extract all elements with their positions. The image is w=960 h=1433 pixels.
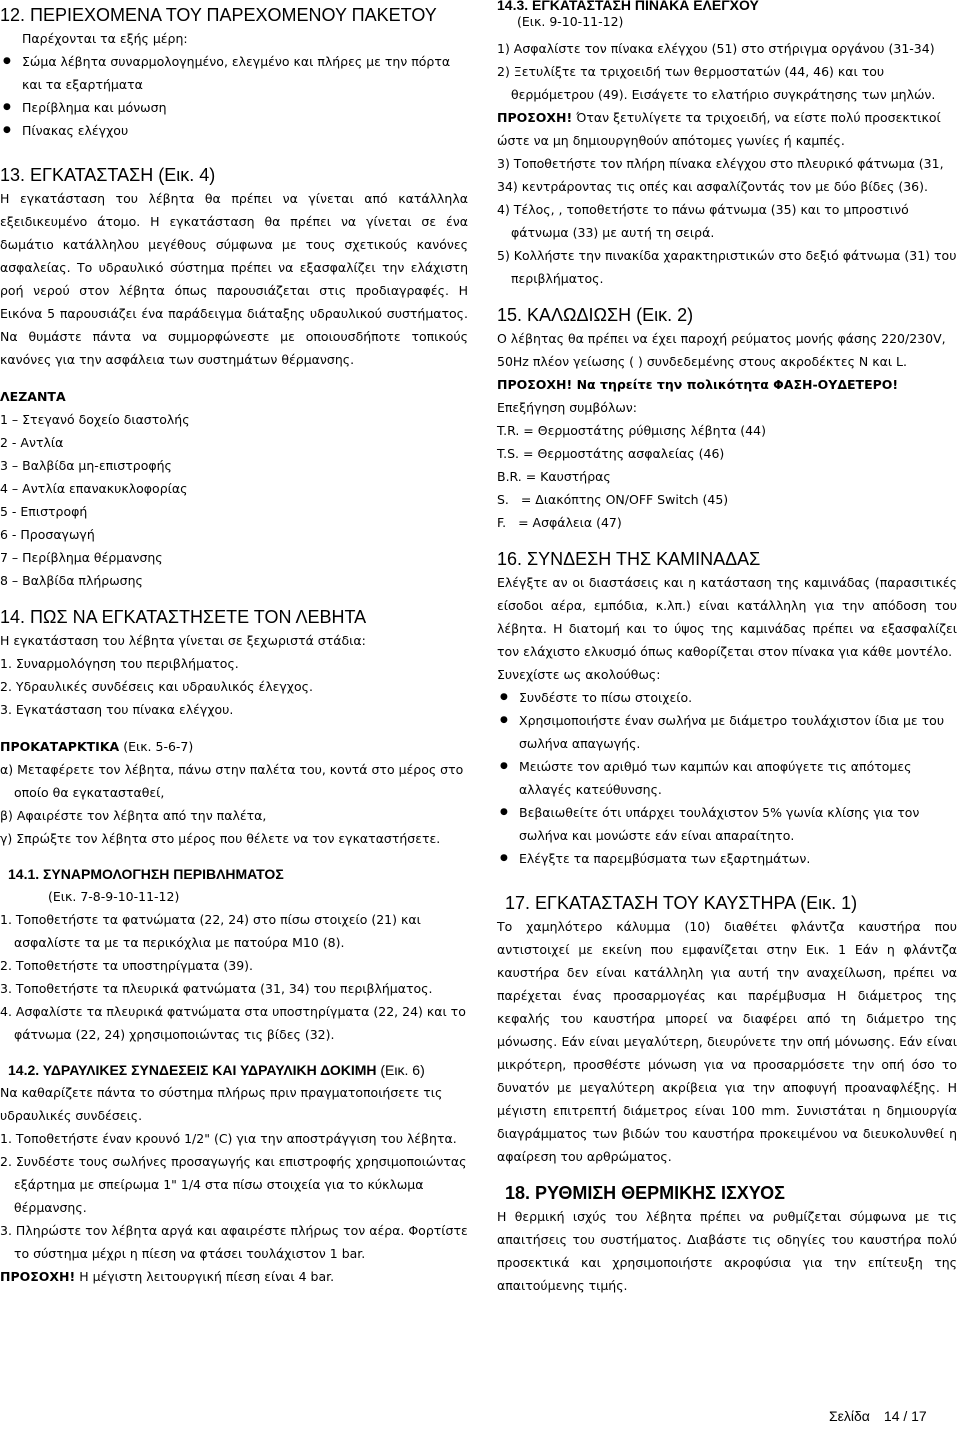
section-15-title: 15. ΚΑΛΩΔΙΩΣΗ (Εικ. 2): [497, 305, 694, 325]
list-item: 5) Κολλήστε την πινακίδα χαρακτηριστικών στο δεξιό φάτνωμα (31) του περιβλήματος.: [497, 248, 957, 286]
page-footer: [829, 1408, 927, 1424]
section-14-1-title: 14.1. ΣΥΝΑΡΜΟΛΟΓΗΣΗ ΠΕΡΙΒΛΗΜΑΤΟΣ: [8, 866, 284, 882]
section-17-title: 17. ΕΓΚΑΤΑΣΤΑΣΗ ΤΟΥ ΚΑΥΣΤΗΡΑ (Εικ. 1): [505, 893, 858, 913]
list-item: 2) Ξετυλίξτε τα τριχοειδή των θερμοστατών (44, 46) και του θερμόμετρου (49). Εισάγετε το ελατήριο συγκράτησης των μηλών.: [497, 64, 936, 102]
legend-item: 1 – Στεγανό δοχείο διαστολής: [0, 412, 190, 427]
section-12-title: 12. ΠΕΡΙΕΧΟΜΕΝΑ ΤΟΥ ΠΑΡΕΧΟΜΕΝΟΥ ΠΑΚΕΤΟΥ: [0, 5, 437, 25]
list-item: 3. Εγκατάσταση του πίνακα ελέγχου.: [0, 702, 234, 717]
list-item: 1. Συναρμολόγηση του περιβλήματος.: [0, 656, 239, 671]
legend-item: 4 – Αντλία επανακυκλοφορίας: [0, 481, 188, 496]
section-12-intro: Παρέχονται τα εξής μέρη:: [22, 31, 188, 46]
legend-item: 3 – Βαλβίδα μη-επιστροφής: [0, 458, 172, 473]
section-13-body: Η εγκατάσταση του λέβητα θα πρέπει να γίνεται από κατάλληλα εξειδικευμένο άτομο. Η εγκατάσταση θα πρέπει να γίνεται σε ένα δωμάτιο κατάλληλου μεγέθους σύμφωνα με τους σχετικούς κανόνες ασφαλείας. Το υδραυλικό σύστημα πρέπει να εξασφαλίζει την ελάχιστη ροή νερού στον λέβητα όπως παρουσιάζεται στις προδιαγραφές. Η Εικόνα 5 παρουσιάζει ένα παράδειγμα διάταξης υδραυλικού συστήματος. Να θυμάστε πάντα να συμμορφώνεστε με οποιουσδήποτε τοπικούς κανόνες για την ασφάλεια των συστημάτων θέρμανσης.: [0, 191, 468, 367]
section-14-2-intro: Να καθαρίζετε πάντα το σύστημα πλήρως πριν πραγματοποιήσετε τις υδραυλικές συνδέσεις.: [0, 1085, 443, 1123]
page-label: Σελίδα: [829, 1408, 870, 1424]
page-number: 14 / 17: [883, 1408, 927, 1424]
list-item: ● Πίνακας ελέγχου: [0, 119, 468, 142]
section-16-continue: Συνεχίστε ως ακολούθως:: [497, 667, 661, 682]
section-15-body-2: 50Hz πλέον γείωσης ( ) συνδεδεμένης στους ακροδέκτες N και L.: [497, 354, 907, 369]
right-column: [497, 0, 957, 1297]
list-item: 2. Υδραυλικές συνδέσεις και υδραυλικός έλεγχος.: [0, 679, 313, 694]
list-item: ● Σώμα λέβητα συναρμολογημένο, ελεγμένο και πλήρες με την πόρτα και τα εξαρτήματα: [0, 50, 468, 96]
list-item: α) Μεταφέρετε τον λέβητα, πάνω στην παλέτα του, κοντά στο μέρος στο οποίο θα εγκατασταθεί,: [0, 762, 464, 800]
list-item: γ) Σπρώξτε τον λέβητα στο μέρος που θέλετε να τον εγκαταστήσετε.: [0, 831, 441, 846]
symbol-item: T.S. = Θερμοστάτης ασφαλείας (46): [497, 446, 725, 461]
section-13-title: 13. ΕΓΚΑΤΑΣΤΑΣΗ (Εικ. 4): [0, 165, 216, 185]
symbol-item: B.R. = Καυστήρας: [497, 469, 611, 484]
list-item: ● Χρησιμοποιήστε έναν σωλήνα με διάμετρο τουλάχιστον ίδια με του σωλήνα απαγωγής.: [497, 709, 957, 755]
section-16-body: Ελέγξτε αν οι διαστάσεις και η κατάσταση της καμινάδας (παρασιτικές είσοδοι αέρα, εμπόδια, κ.λπ.) είναι κατάλληλη για την απόδοση του λέβητα. Η διατομή και το ύψος της καμινάδας πρέπει να εξασφαλίζει τον ελάχιστο ελκυσμό όπως καθορίζεται στον πίνακα για κάθε μοντέλο.: [497, 575, 957, 659]
section-15-body-1: Ο λέβητας θα πρέπει να έχει παροχή ρεύματος μονής φάσης 220/230V,: [497, 331, 946, 346]
symbols-title: Επεξήγηση συμβόλων:: [497, 400, 638, 415]
section-14-2-warning: ΠΡΟΣΟΧΗ! Η μέγιστη λειτουργική πίεση είναι 4 bar.: [0, 1269, 335, 1284]
section-14-3-title: 14.3. ΕΓΚΑΤΑΣΤΑΣΗ ΠΙΝΑΚΑ ΕΛΕΓΧΟΥ: [497, 0, 759, 13]
list-item: ● Ελέγξτε τα παρεμβύσματα των εξαρτημάτων.: [497, 847, 957, 870]
legend-item: 7 – Περίβλημα θέρμανσης: [0, 550, 163, 565]
legend-item: 8 – Βαλβίδα πλήρωσης: [0, 573, 143, 588]
list-item: ● Περίβλημα και μόνωση: [0, 96, 468, 119]
section-18-title: 18. ΡΥΘΜΙΣΗ ΘΕΡΜΙΚΗΣ ΙΣΧΥΟΣ: [505, 1183, 785, 1203]
section-14-intro: Η εγκατάσταση του λέβητα γίνεται σε ξεχωριστά στάδια:: [0, 633, 366, 648]
section-14-1-ref: (Εικ. 7-8-9-10-11-12): [48, 889, 180, 904]
list-item: 3. Πληρώστε τον λέβητα αργά και αφαιρέστε πλήρως τον αέρα. Φορτίστε το σύστημα μέχρι η πίεση να φτάσει τουλάχιστον 1 bar.: [0, 1223, 468, 1261]
section-14-title: 14. ΠΩΣ ΝΑ ΕΓΚΑΤΑΣΤΗΣΕΤΕ ΤΟΝ ΛΕΒΗΤΑ: [0, 607, 367, 627]
section-17-body: Το χαμηλότερο κάλυμμα (10) διαθέτει φλάντζα καυστήρα που αντιστοιχεί με εκείνη που εμφανίζεται στην Εικ. 1 Εάν η φλάντζα καυστήρα δεν είναι κατάλληλη για αυτή την αναχείλωση, πρέπει να παρέχεται ένας προσαρμογέας και παρέμβυσμα Η διάμετρος της κεφαλής του καυστήρα μπορεί να διαφέρει από τη διάμετρο της μόνωσης. Εάν είναι μεγαλύτερη, διευρύνετε την οπή μόνωσης. Εάν είναι μικρότερη, προσθέστε μόνωση για να προσαρμόσετε την οπή όσο το δυνατόν με μεγαλύτερη ακρίβεια για την αποφυγή προαναφλέξης. Η μέγιστη επιτρεπτή διάμετρος είναι 100 mm. Συνιστάται η δημιουργία διαγράμματος των βιδών του καυστήρα προκειμένου να διευκολυνθεί η αφαίρεση του αρθρώματος.: [497, 919, 957, 1164]
caution-note: ΠΡΟΣΟΧΗ! Όταν ξετυλίγετε τα τριχοειδή, να είστε πολύ προσεκτικοί ώστε να μη δημιουργηθούν απότομες γωνίες ή καμπές.: [497, 110, 941, 148]
legend-item: 6 - Προσαγωγή: [0, 527, 95, 542]
list-item: ● Βεβαιωθείτε ότι υπάρχει τουλάχιστον 5% γωνία κλίσης για τον σωλήνα και μονώστε εάν είναι απαραίτητο.: [497, 801, 957, 847]
list-item: ● Συνδέστε το πίσω στοιχείο.: [497, 686, 957, 709]
list-item: ● Μειώστε τον αριθμό των καμπών και αποφύγετε τις απότομες αλλαγές κατεύθυνσης.: [497, 755, 957, 801]
symbol-item: S. = Διακόπτης ON/OFF Switch (45): [497, 492, 729, 507]
preliminaries-title: ΠΡΟΚΑΤΑΡΚΤΙΚΑ (Εικ. 5-6-7): [0, 739, 194, 754]
list-item: β) Αφαιρέστε τον λέβητα από την παλέτα,: [0, 808, 267, 823]
list-item: 3. Τοποθετήστε τα πλευρικά φατνώματα (31, 34) του περιβλήματος.: [0, 981, 433, 996]
section-14-3-ref: (Εικ. 9-10-11-12): [517, 14, 624, 29]
section-18-body: Η θερμική ισχύς του λέβητα πρέπει να ρυθμίζεται σύμφωνα με τις απαιτήσεις του συστήματος. Διαβάστε τις οδηγίες του καυστήρα πολύ προσεκτικά και χρησιμοποιήστε ακροφύσια για την επίτευξη της απαιτούμενης τιμής.: [497, 1209, 957, 1293]
symbol-item: F. = Ασφάλεια (47): [497, 515, 622, 530]
section-14-2-title: 14.2. ΥΔΡΑΥΛΙΚΕΣ ΣΥΝΔΕΣΕΙΣ ΚΑΙ ΥΔΡΑΥΛΙΚΗ ΔΟΚΙΜΗ (Εικ. 6): [8, 1062, 425, 1078]
legend-item: 2 - Αντλία: [0, 435, 64, 450]
list-item: 1. Τοποθετήστε έναν κρουνό 1/2" (C) για την αποστράγγιση του λέβητα.: [0, 1131, 457, 1146]
legend-title: ΛΕΖΑΝΤΑ: [0, 389, 66, 404]
section-16-title: 16. ΣΥΝΔΕΣΗ ΤΗΣ ΚΑΜΙΝΑΔΑΣ: [497, 549, 761, 569]
left-column: [0, 0, 468, 1288]
list-item: 1) Ασφαλίστε τον πίνακα ελέγχου (51) στο στήριγμα οργάνου (31-34): [497, 41, 935, 56]
list-item: 1. Τοποθετήστε τα φατνώματα (22, 24) στο πίσω στοιχείο (21) και ασφαλίστε τα με τα περικόχλια με πατούρα M10 (8).: [0, 912, 421, 950]
list-item: 2. Συνδέστε τους σωλήνες προσαγωγής και επιστροφής χρησιμοποιώντας εξάρτημα με σπείρωμα 1" 1/4 στα πίσω στοιχεία για το κύκλωμα θέρμανσης.: [0, 1154, 467, 1215]
symbol-item: T.R. = Θερμοστάτης ρύθμισης λέβητα (44): [497, 423, 766, 438]
list-item: 4) Τέλος, , τοποθετήστε το πάνω φάτνωμα (35) και το μπροστινό φάτνωμα (33) με αυτή τη σειρά.: [497, 202, 909, 240]
section-15-warning: ΠΡΟΣΟΧΗ! Να τηρείτε την πολικότητα ΦΑΣΗ-ΟΥΔΕΤΕΡΟ!: [497, 377, 899, 392]
list-item: 2. Τοποθετήστε τα υποστηρίγματα (39).: [0, 958, 254, 973]
legend-item: 5 - Επιστροφή: [0, 504, 88, 519]
list-item: 3) Τοποθετήστε τον πλήρη πίνακα ελέγχου στο πλευρικό φάτνωμα (31, 34) κεντράροντας τις οπές και ασφαλίζοντάς τον με δύο βίδες (36).: [497, 156, 944, 194]
list-item: 4. Ασφαλίστε τα πλευρικά φατνώματα στα υποστηρίγματα (22, 24) και το φάτνωμα (22, 24) χρησιμοποιώντας τις βίδες (32).: [0, 1004, 466, 1042]
